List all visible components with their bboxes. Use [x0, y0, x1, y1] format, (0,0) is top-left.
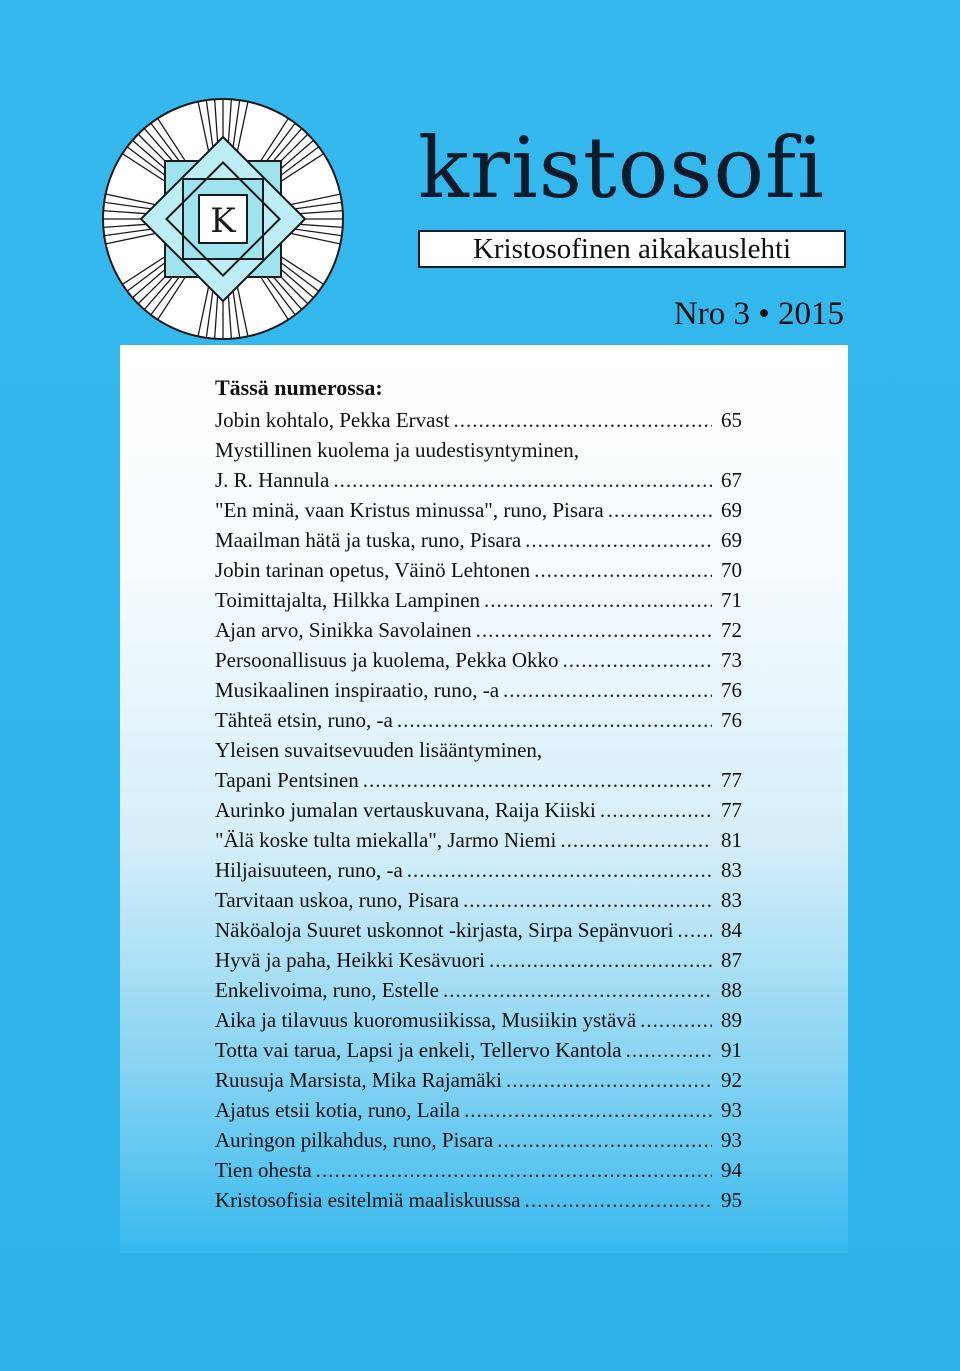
toc-item-title: "Älä koske tulta miekalla", Jarmo Niemi	[215, 828, 557, 852]
toc-dot-leader	[506, 1065, 712, 1095]
toc-item	[215, 495, 742, 525]
toc-item-page: 77	[721, 798, 742, 822]
toc-item-page: 93	[721, 1098, 742, 1122]
toc-dot-leader	[464, 1095, 712, 1125]
toc-item-page: 88	[721, 978, 742, 1002]
toc-item-title: Tien ohesta	[215, 1158, 312, 1182]
kristosofi-emblem-icon	[100, 96, 346, 342]
toc-item	[215, 405, 742, 435]
toc-item-title: Jobin kohtalo, Pekka Ervast	[215, 408, 450, 432]
toc-dot-leader	[525, 1185, 712, 1215]
toc-item-title: Hyvä ja paha, Heikki Kesävuori	[215, 948, 485, 972]
toc-item-title: Tapani Pentsinen	[215, 768, 359, 792]
toc-item-page: 83	[721, 858, 742, 882]
toc-heading: Tässä numerossa:	[215, 375, 383, 400]
toc-dot-leader	[608, 495, 712, 525]
toc-item-title: Musikaalinen inspiraatio, runo, -a	[215, 678, 500, 702]
toc-item-title: Tarvitaan uskoa, runo, Pisara	[215, 888, 460, 912]
toc-item-page: 95	[721, 1188, 742, 1212]
toc-item-title: Aika ja tilavuus kuoromusiikissa, Musiikin ystävä	[215, 1008, 637, 1032]
toc-dot-leader	[534, 555, 712, 585]
toc-item-page: 77	[721, 768, 742, 792]
toc-item-page: 71	[721, 588, 742, 612]
toc-item-page: 70	[721, 558, 742, 582]
toc-item-page: 91	[721, 1038, 742, 1062]
toc-item-title: Mystillinen kuolema ja uudestisyntyminen,	[215, 438, 579, 462]
toc-item-page: 87	[721, 948, 742, 972]
toc-dot-leader	[363, 765, 712, 795]
toc-item-page: 94	[721, 1158, 742, 1182]
toc-item-title: Jobin tarinan opetus, Väinö Lehtonen	[215, 558, 531, 582]
subtitle-text: Kristosofinen aikakauslehti	[472, 232, 792, 265]
toc-dot-leader	[463, 885, 712, 915]
table-of-contents	[120, 345, 848, 1253]
issue-number: Nro 3 • 2015	[673, 296, 844, 332]
toc-item-page: 89	[721, 1008, 742, 1032]
toc-dot-leader	[503, 675, 712, 705]
toc-item	[215, 1185, 742, 1215]
toc-item	[215, 435, 742, 465]
toc-dot-leader	[626, 1035, 712, 1065]
toc-dot-leader	[476, 615, 712, 645]
toc-item	[215, 585, 742, 615]
toc-dot-leader	[333, 465, 712, 495]
toc-item	[215, 525, 742, 555]
toc-item	[215, 1065, 742, 1095]
toc-item	[215, 615, 742, 645]
toc-item-title: Aurinko jumalan vertauskuvana, Raija Kiiski	[215, 798, 596, 822]
toc-item-page: 84	[721, 918, 742, 942]
toc-item-title: Ajan arvo, Sinikka Savolainen	[215, 618, 472, 642]
toc-item-title: Auringon pilkahdus, runo, Pisara	[215, 1128, 494, 1152]
toc-dot-leader	[316, 1155, 712, 1185]
toc-item	[215, 1005, 742, 1035]
toc-item-page: 76	[721, 678, 742, 702]
toc-dot-leader	[489, 945, 712, 975]
toc-item-title: Enkelivoima, runo, Estelle	[215, 978, 439, 1002]
toc-item-title: Maailman hätä ja tuska, runo, Pisara	[215, 528, 522, 552]
toc-item-page: 93	[721, 1128, 742, 1152]
toc-item-page: 65	[721, 408, 742, 432]
toc-item-title: Toimittajalta, Hilkka Lampinen	[215, 588, 481, 612]
toc-dot-leader	[525, 525, 712, 555]
toc-item-page: 73	[721, 648, 742, 672]
toc-dot-leader	[453, 405, 712, 435]
toc-item-title: Yleisen suvaitsevuuden lisääntyminen,	[215, 738, 543, 762]
toc-item-title: Hiljaisuuteen, runo, -a	[215, 858, 403, 882]
toc-dot-leader	[497, 1125, 712, 1155]
toc-item-title: Kristosofisia esitelmiä maaliskuussa	[215, 1188, 521, 1212]
magazine-title: kristosofi	[418, 119, 825, 217]
toc-item	[215, 1155, 742, 1185]
toc-item-title: "En minä, vaan Kristus minussa", runo, Pisara	[215, 498, 604, 522]
toc-item	[215, 945, 742, 975]
toc-item-title: Ajatus etsii kotia, runo, Laila	[215, 1098, 460, 1122]
toc-item	[215, 465, 742, 495]
toc-item	[215, 825, 742, 855]
toc-item-page: 81	[721, 828, 742, 852]
toc-item	[215, 765, 742, 795]
toc-dot-leader	[677, 915, 712, 945]
toc-dot-leader	[563, 645, 712, 675]
toc-item-page: 69	[721, 498, 742, 522]
toc-dot-leader	[407, 855, 712, 885]
toc-dot-leader	[443, 975, 712, 1005]
toc-item-page: 72	[721, 618, 742, 642]
toc-item	[215, 1095, 742, 1125]
toc-item-title: Ruusuja Marsista, Mika Rajamäki	[215, 1068, 502, 1092]
toc-dot-leader	[640, 1005, 712, 1035]
toc-item-page: 67	[721, 468, 742, 492]
toc-list	[215, 405, 742, 1215]
toc-item-page: 83	[721, 888, 742, 912]
toc-dot-leader	[600, 795, 712, 825]
toc-item	[215, 705, 742, 735]
toc-item-page: 92	[721, 1068, 742, 1092]
toc-item	[215, 1035, 742, 1065]
toc-item	[215, 795, 742, 825]
toc-item-title: Tähteä etsin, runo, -a	[215, 708, 393, 732]
toc-item-title: Persoonallisuus ja kuolema, Pekka Okko	[215, 648, 559, 672]
toc-item	[215, 915, 742, 945]
toc-item-title: Totta vai tarua, Lapsi ja enkeli, Tellervo Kantola	[215, 1038, 622, 1062]
toc-dot-leader	[397, 705, 712, 735]
toc-item-page: 76	[721, 708, 742, 732]
toc-item	[215, 735, 742, 765]
toc-item	[215, 645, 742, 675]
toc-dot-leader	[560, 825, 712, 855]
emblem-letter: K	[210, 201, 236, 241]
toc-item	[215, 675, 742, 705]
toc-item	[215, 975, 742, 1005]
toc-item	[215, 555, 742, 585]
toc-item	[215, 885, 742, 915]
magazine-subtitle	[418, 230, 846, 268]
toc-item-title: J. R. Hannula	[215, 468, 330, 492]
toc-dot-leader	[484, 585, 712, 615]
toc-item	[215, 855, 742, 885]
toc-item	[215, 1125, 742, 1155]
toc-item-title: Näköaloja Suuret uskonnot -kirjasta, Sirpa Sepänvuori	[215, 918, 674, 942]
toc-item-page: 69	[721, 528, 742, 552]
